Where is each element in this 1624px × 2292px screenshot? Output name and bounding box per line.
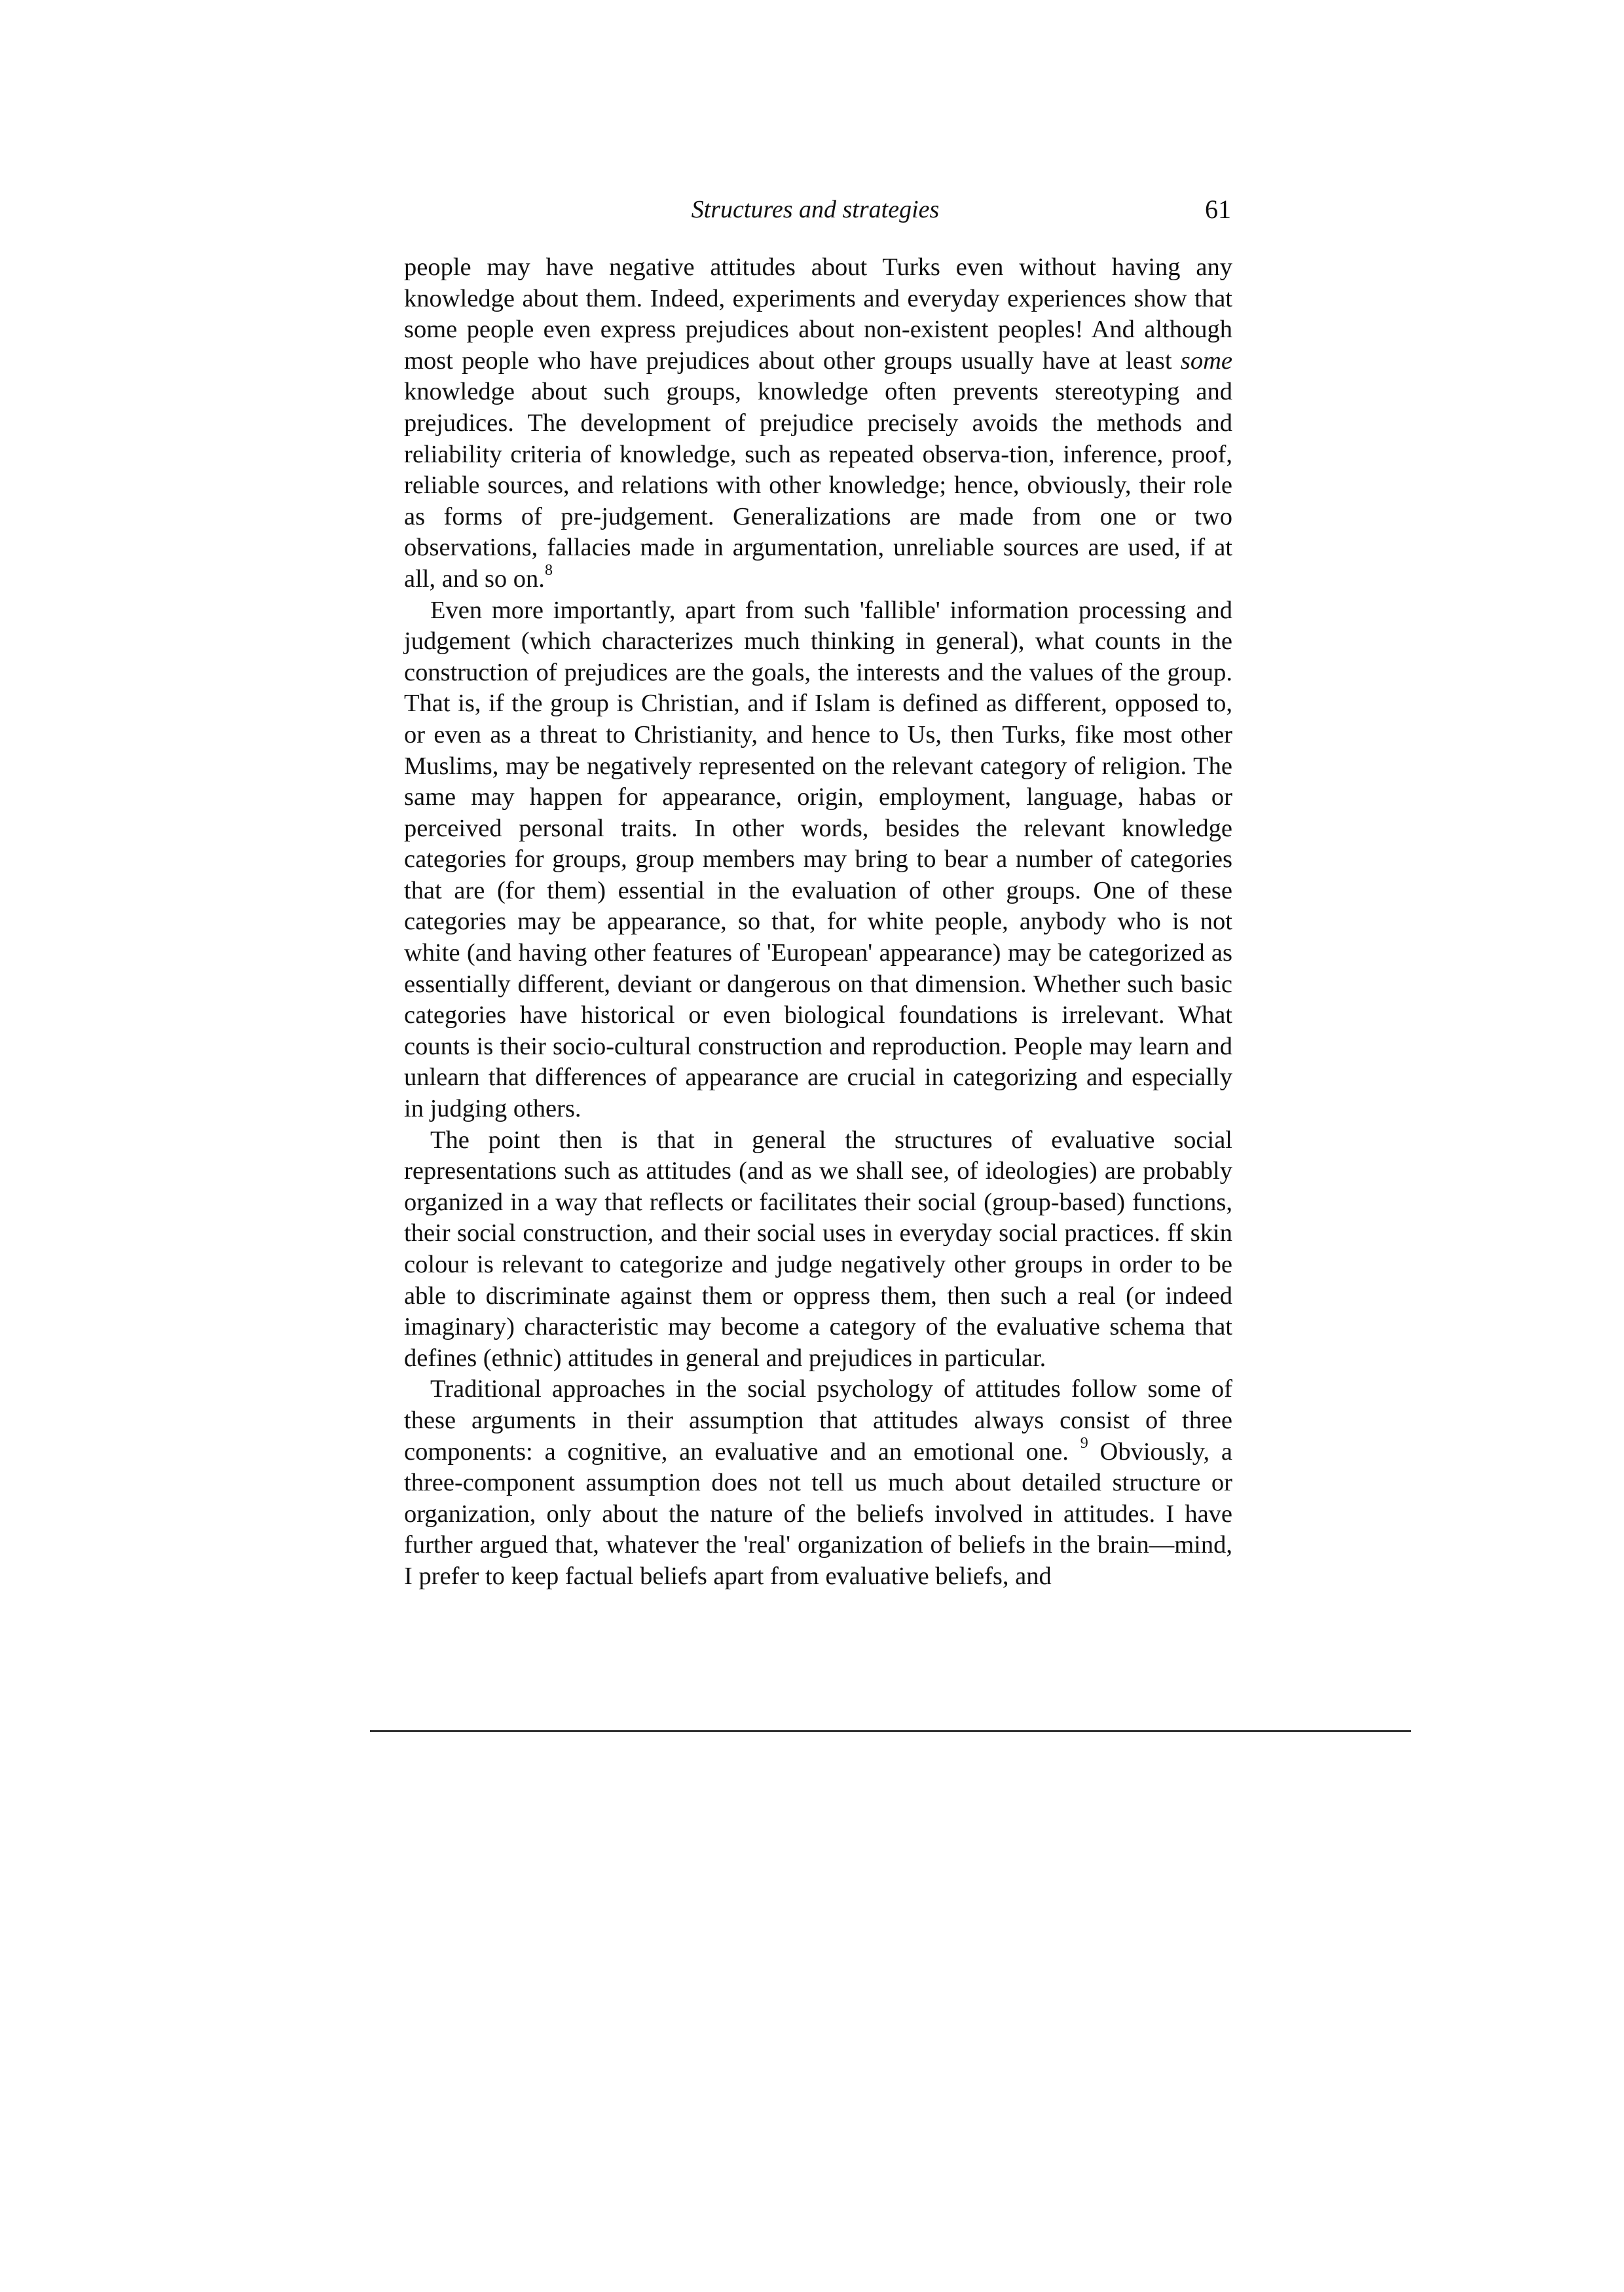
footer-rule (370, 1730, 1411, 1732)
paragraph-3: The point then is that in general the structures of evaluative social representations such as attitudes (and as we shall see, of ideologies) are probably organized in a way that reflects or facilitates their social (group-based) functions, their social construction, and their social uses in everyday social practices. ff skin colour is relevant to categorize and judge negatively other groups in order to be able to discriminate against them or oppress them, then such a real (or indeed imaginary) characteristic may become a category of the evaluative schema that defines (ethnic) attitudes in general and prejudices in particular. (404, 1126, 1232, 1372)
paragraph-1-text-b: knowledge about such groups, knowledge often prevents stereotyping and prejudices. The development of prejudice precisely avoids the methods and reliability criteria of knowledge, such as repeated observa-tion, inference, proof, reliable sources, and relations with other knowledge; hence, obviously, their role as forms of pre-judgement. Generalizations are made from one or two observations, fallacies made in argumentation, unreliable sources are used, if at all, and so on. (404, 378, 1232, 593)
body-text (404, 252, 1232, 1593)
emphasis-some: some (1180, 346, 1232, 375)
page-header (406, 190, 1231, 236)
paragraph-2: Even more importantly, apart from such 'fallible' information processing and judgement (which characterizes much thinking in general), what counts in the construction of prejudices are the goals, the interests and the values of the group. That is, if the group is Christian, and if Islam is defined as different, opposed to, or even as a threat to Christianity, and hence to Us, then Turks, fike most other Muslims, may be negatively represented on the relevant category of religion. The same may happen for appearance, origin, employment, language, habas or perceived personal traits. In other words, besides the relevant knowledge categories for groups, group members may bring to bear a number of categories that are (for them) essential in the evaluation of other groups. One of these categories may be appearance, so that, for white people, anybody who is not white (and having other features of 'European' appearance) may be categorized as essentially different, deviant or dangerous on that dimension. Whether such basic categories have historical or even biological foundations is irrelevant. What counts is their socio-cultural construction and reproduction. People may learn and unlearn that differences of appearance are crucial in categorizing and especially in judging others. (404, 596, 1232, 1123)
footnote-ref-9: 9 (1080, 1434, 1088, 1452)
footnote-ref-8: 8 (544, 561, 553, 579)
paragraph-1-text-a: people may have negative attitudes about Turks even without having any knowledge about them. Indeed, experiments and everyday experiences show that some people even express prejudices about non-existent peoples! And although most people who have prejudices about other groups usually have at least (404, 253, 1232, 375)
paragraph-4-text-b: Obviously, a three-component assumption does not tell us much about detailed structure or organization, only about the nature of the beliefs involved in attitudes. I have further argued that, whatever the 'real' organization of beliefs in the brain—mind, I prefer to keep factual beliefs apart from evaluative beliefs, and (404, 1437, 1232, 1590)
paragraph-1 (404, 252, 1232, 595)
running-title: Structures and strategies (691, 196, 940, 223)
paragraph-4 (404, 1374, 1232, 1592)
page-number: 61 (1205, 194, 1231, 224)
paragraph-4-text-a: Traditional approaches in the social psychology of attitudes follow some of these arguments in their assumption that attitudes always consist of three components: a cognitive, an evaluative and an emotional one. (404, 1375, 1232, 1466)
